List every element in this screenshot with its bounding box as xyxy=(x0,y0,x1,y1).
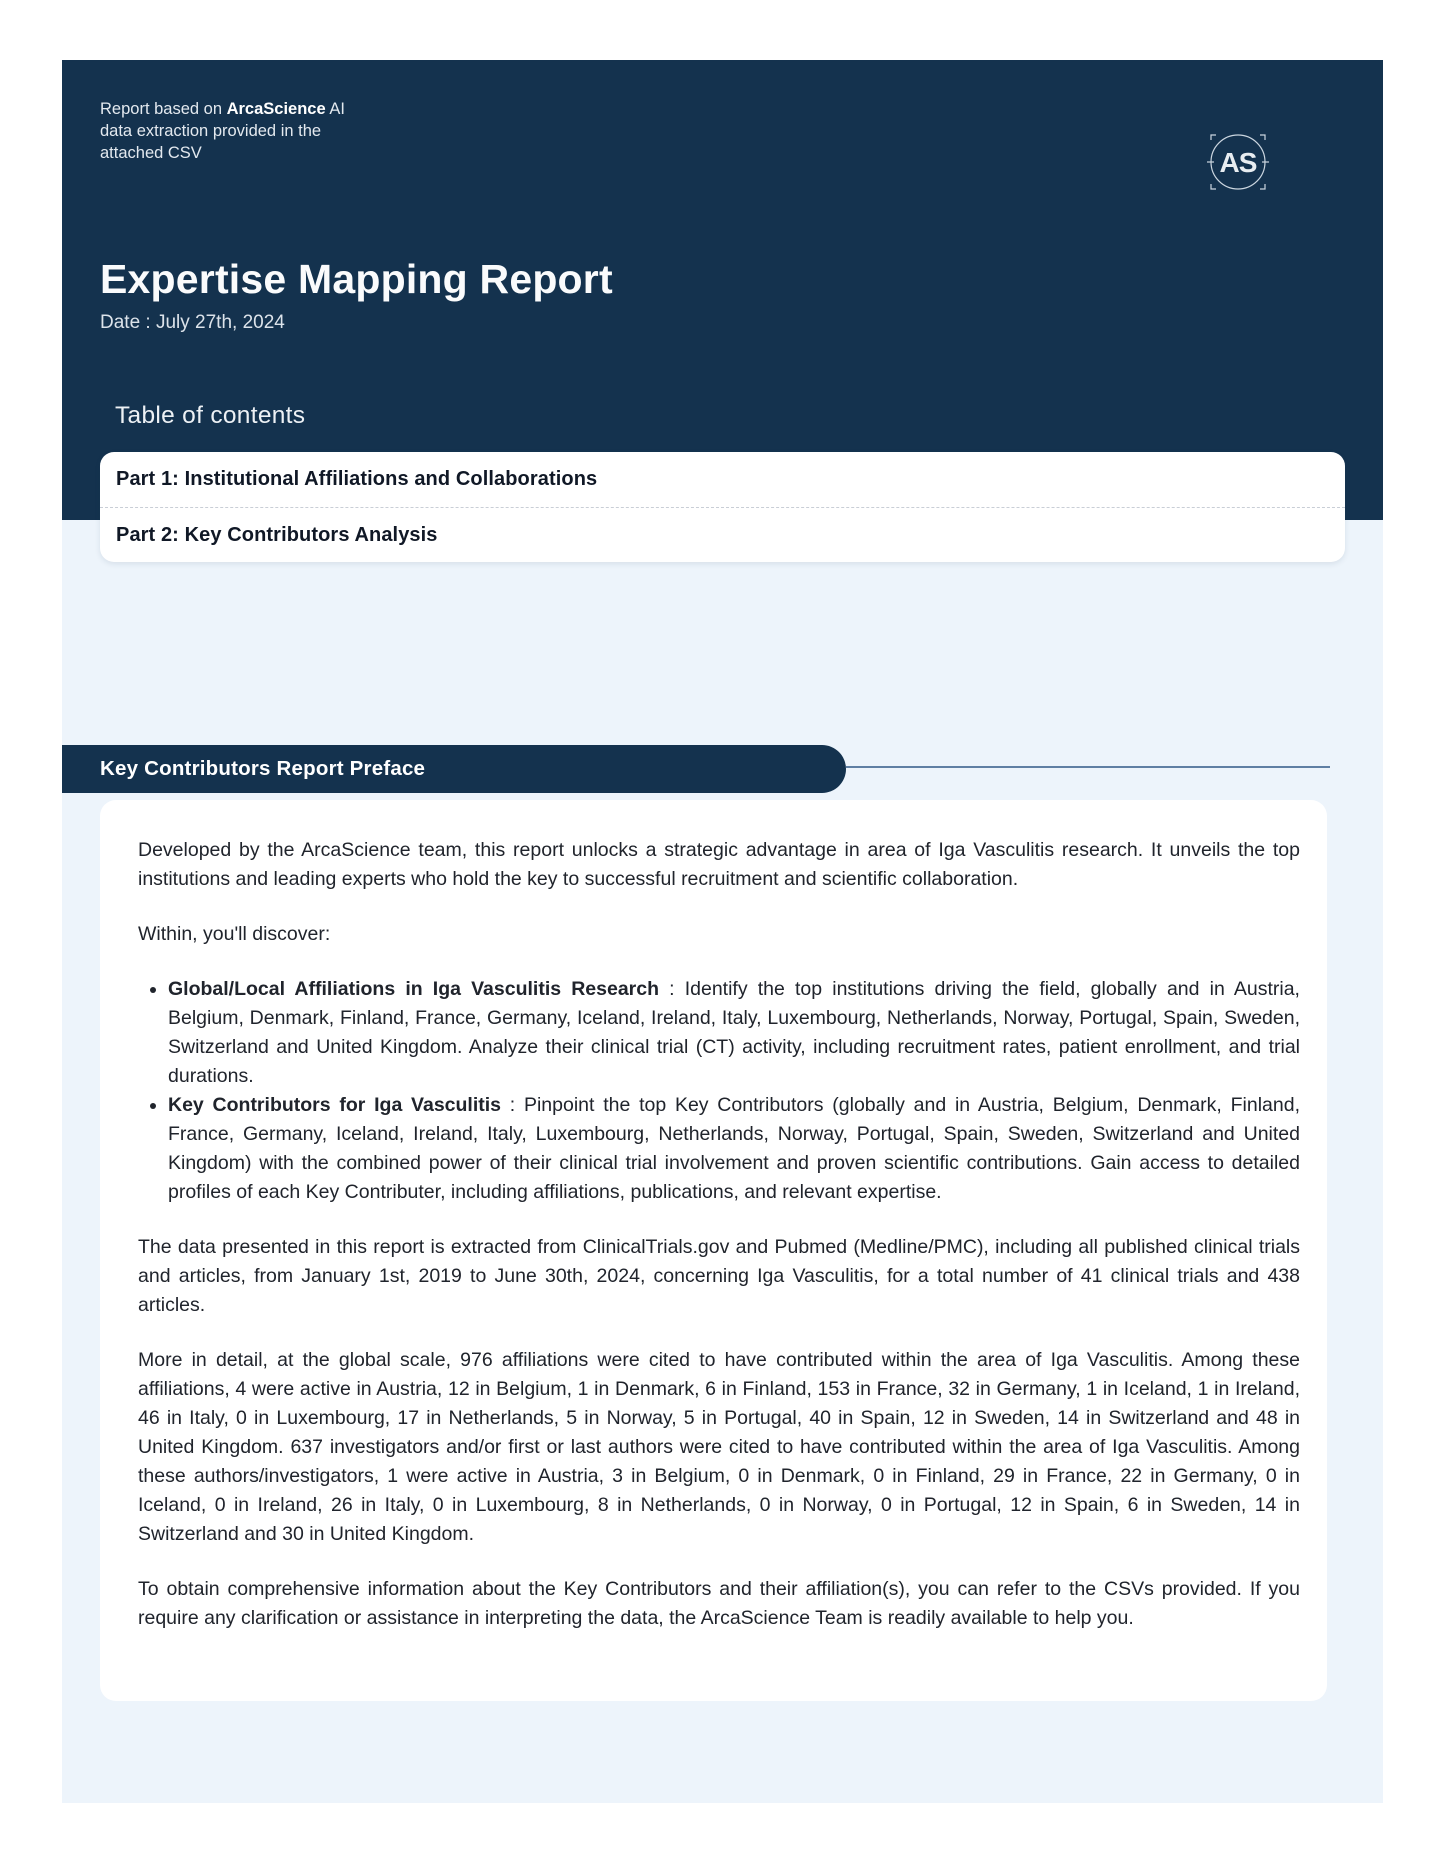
detail-paragraph: More in detail, at the global scale, 976 affiliations were cited to have contributed within the area of Iga Vasculitis. Among these affiliations, 4 were active in Austria, 12 in Belgium, 1 in Denmark, 6 in Finland, 153 in France, 32 in Germany, 1 in Iceland, 1 in Ireland, 46 in Italy, 0 in Luxembourg, 17 in Netherlands, 5 in Norway, 5 in Portugal, 40 in Spain, 12 in Sweden, 14 in Switzerland and 48 in United Kingdom. 637 investigators and/or first or last authors were cited to have contributed within the area of Iga Vasculitis. Among these authors/investigators, 1 were active in Austria, 3 in Belgium, 0 in Denmark, 0 in Finland, 29 in France, 22 in Germany, 0 in Iceland, 0 in Ireland, 26 in Italy, 0 in Luxembourg, 8 in Netherlands, 0 in Norway, 0 in Portugal, 12 in Spain, 6 in Sweden, 14 in Switzerland and 30 in United Kingdom. xyxy=(138,1349,1300,1545)
toc-heading: Table of contents xyxy=(115,402,306,429)
credit-suffix: AI data extraction provided in the attached CSV xyxy=(100,100,345,162)
bullet-bold-label: Key Contributors for Iga Vasculitis xyxy=(168,1094,502,1116)
preface-pill xyxy=(62,745,846,793)
discover-line: Within, you'll discover: xyxy=(138,923,331,945)
toc-card xyxy=(100,452,1345,562)
data-sources-paragraph: The data presented in this report is extracted from ClinicalTrials.gov and Pubmed (Medline/PMC), including all published clinical trials and articles, from January 1st, 2019 to June 30th, 2024, concerning Iga Vasculitis, for a total number of 41 clinical trials and 438 articles. xyxy=(138,1236,1300,1316)
bullet-bold-label: Global/Local Affiliations in Iga Vasculitis Research xyxy=(168,978,660,1000)
bullet-list xyxy=(138,975,1300,1207)
bullet-rest-text: : Pinpoint the top Key Contributors (globally and in Austria, Belgium, Denmark, Finland, France, Germany, Iceland, Ireland, Italy, Luxembourg, Netherlands, Norway, Portugal, Spain, Sweden, Switzerland and United Kingdom) with the combined power of their clinical trial involvement and proven scientific contributions. Gain access to detailed profiles of each Key Contributer, including affiliations, publications, and relevant expertise. xyxy=(168,1094,1300,1203)
arcascience-logo xyxy=(1202,126,1274,198)
bullet-item-affiliations xyxy=(168,975,1300,1091)
toc-item-label: Part 2: Key Contributors Analysis xyxy=(116,523,438,546)
report-date: Date : July 27th, 2024 xyxy=(100,312,285,333)
preface-rule xyxy=(846,766,1330,768)
toc-item-label: Part 1: Institutional Affiliations and Collaborations xyxy=(116,468,598,490)
bullet-rest-text: : Identify the top institutions driving the field, globally and in Austria, Belgium, Denmark, Finland, France, Germany, Iceland, Ireland, Italy, Luxembourg, Netherlands, Norway, Portugal, Spain, Sweden, Switzerland and United Kingdom. Analyze their clinical trial (CT) activity, including recruitment rates, patient enrollment, and trial durations. xyxy=(168,978,1300,1087)
arcascience-brand: ArcaScience xyxy=(226,100,326,118)
preface-card xyxy=(100,800,1327,1701)
logo-text: AS xyxy=(1219,147,1257,178)
report-title: Expertise Mapping Report xyxy=(100,256,613,302)
credit-line xyxy=(100,98,370,164)
closing-paragraph: To obtain comprehensive information about the Key Contributors and their affiliation(s), you can refer to the CSVs provided. If you require any clarification or assistance in interpreting the data, the ArcaScience Team is readily available to help you. xyxy=(138,1578,1300,1629)
logo-circle-icon xyxy=(1202,126,1274,198)
toc-item-part2[interactable] xyxy=(100,507,1345,562)
credit-prefix: Report based on xyxy=(100,100,227,118)
preface-heading: Key Contributors Report Preface xyxy=(100,757,426,780)
toc-item-part1[interactable] xyxy=(100,452,1345,507)
header-block xyxy=(62,60,1383,520)
bullet-item-contributors xyxy=(168,1091,1300,1207)
preface-intro-paragraph: Developed by the ArcaScience team, this report unlocks a strategic advantage in area of Iga Vasculitis research. It unveils the top institutions and leading experts who hold the key to successful recruitment and scientific collaboration. xyxy=(138,839,1300,890)
